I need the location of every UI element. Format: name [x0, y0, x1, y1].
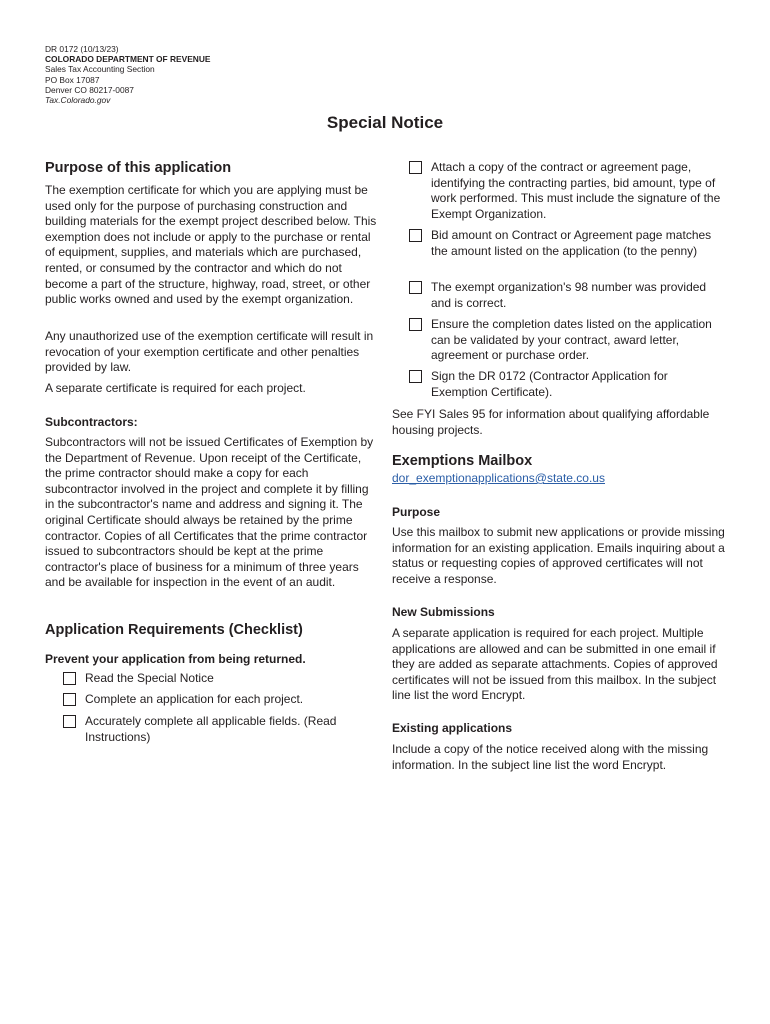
fyi-note: See FYI Sales 95 for information about qualifying affordable housing projects.: [392, 407, 710, 437]
checklist-label: Bid amount on Contract or Agreement page matches the amount listed on the application (to the penny): [431, 228, 712, 258]
checklist-label: Attach a copy of the contract or agreement page, identifying the contracting parties, bid amount, type of work performed. This must include the signature of the Exempt Organization.: [431, 160, 721, 221]
purpose-paragraph-1: The exemption certificate for which you are applying must be used only for the purpose of purchasing construction and building materials for the exempt project described below. This exemption does not include or apply to the purchase or rental of equipment, supplies, and materials which are purchased, rented, or consumed by the contractor and which do not become a part of the structure, highway, road, street, or other public works owned and used by the exempt organization.: [45, 183, 377, 307]
requirements-subheading: Prevent your application from being returned.: [45, 652, 306, 666]
subcontractors-heading: Subcontractors:: [45, 415, 138, 429]
new-submissions-paragraph: A separate application is required for each project. Multiple applications are allowed and can be submitted in one email if they are added as separate attachments. Copies of approved certificates will not be issued from this mailbox. In the subject line list the word Encrypt.: [392, 626, 718, 703]
purpose-heading: Purpose of this application: [45, 160, 232, 176]
checkbox[interactable]: [409, 281, 422, 294]
city-address: Denver CO 80217-0087: [45, 84, 134, 95]
checkbox[interactable]: [409, 318, 422, 331]
existing-applications-heading: Existing applications: [392, 721, 513, 735]
mailbox-email-link[interactable]: dor_exemptionapplications@state.co.us: [392, 471, 605, 485]
mailbox-purpose-paragraph: Use this mailbox to submit new applications or provide missing information for an existing application. Emails inquiring about a status or requesting copies of approved certificates will not receive a response.: [392, 525, 725, 586]
checklist-label: Sign the DR 0172 (Contractor Application for Exemption Certificate).: [431, 369, 668, 399]
checklist-label: The exempt organization's 98 number was provided and is correct.: [431, 280, 707, 310]
checkbox[interactable]: [63, 693, 76, 706]
checkbox[interactable]: [409, 161, 422, 174]
subcontractors-paragraph: Subcontractors will not be issued Certificates of Exemption by the Department of Revenue. Upon receipt of the Certificate, the prime contractor should make a copy for each subcontractor involved in the project and complete it by filling in the subcontractor's name and address and signing it. The original Certificate should always be retained by the prime contractor. Copies of all Certificates that the prime contractor issued to subcontractors should be kept at the prime contractor's place of business for a minimum of three years and be available for inspection in the event of an audit.: [45, 435, 374, 590]
mailbox-purpose-heading: Purpose: [392, 505, 441, 519]
website: Tax.Colorado.gov: [45, 95, 111, 106]
checklist-label: Complete an application for each project.: [85, 692, 304, 706]
checkbox[interactable]: [63, 672, 76, 685]
checklist-label: Read the Special Notice: [85, 671, 214, 685]
form-id: DR 0172 (10/13/23): [45, 44, 119, 54]
requirements-heading: Application Requirements (Checklist): [45, 622, 303, 638]
checkbox[interactable]: [63, 715, 76, 728]
checklist-label: Ensure the completion dates listed on the application can be validated by your contract, award letter, agreement or purchase order.: [431, 317, 712, 363]
checkbox[interactable]: [409, 370, 422, 383]
checklist-label: Accurately complete all applicable fields. (Read Instructions): [85, 714, 337, 744]
po-box: PO Box 17087: [45, 74, 100, 85]
checkbox[interactable]: [409, 229, 422, 242]
section-name: Sales Tax Accounting Section: [45, 64, 155, 75]
purpose-paragraph-2: Any unauthorized use of the exemption certificate will result in revocation of your exemption certificate and other penalties provided by law.: [45, 329, 374, 375]
page-title: Special Notice: [326, 113, 444, 132]
purpose-paragraph-3: A separate certificate is required for each project.: [45, 381, 306, 395]
department-name: COLORADO DEPARTMENT OF REVENUE: [45, 54, 211, 65]
form-header: [45, 44, 211, 105]
new-submissions-heading: New Submissions: [392, 605, 495, 619]
mailbox-heading: Exemptions Mailbox: [392, 453, 533, 469]
existing-applications-paragraph: Include a copy of the notice received along with the missing information. In the subject line list the word Encrypt.: [392, 742, 709, 772]
